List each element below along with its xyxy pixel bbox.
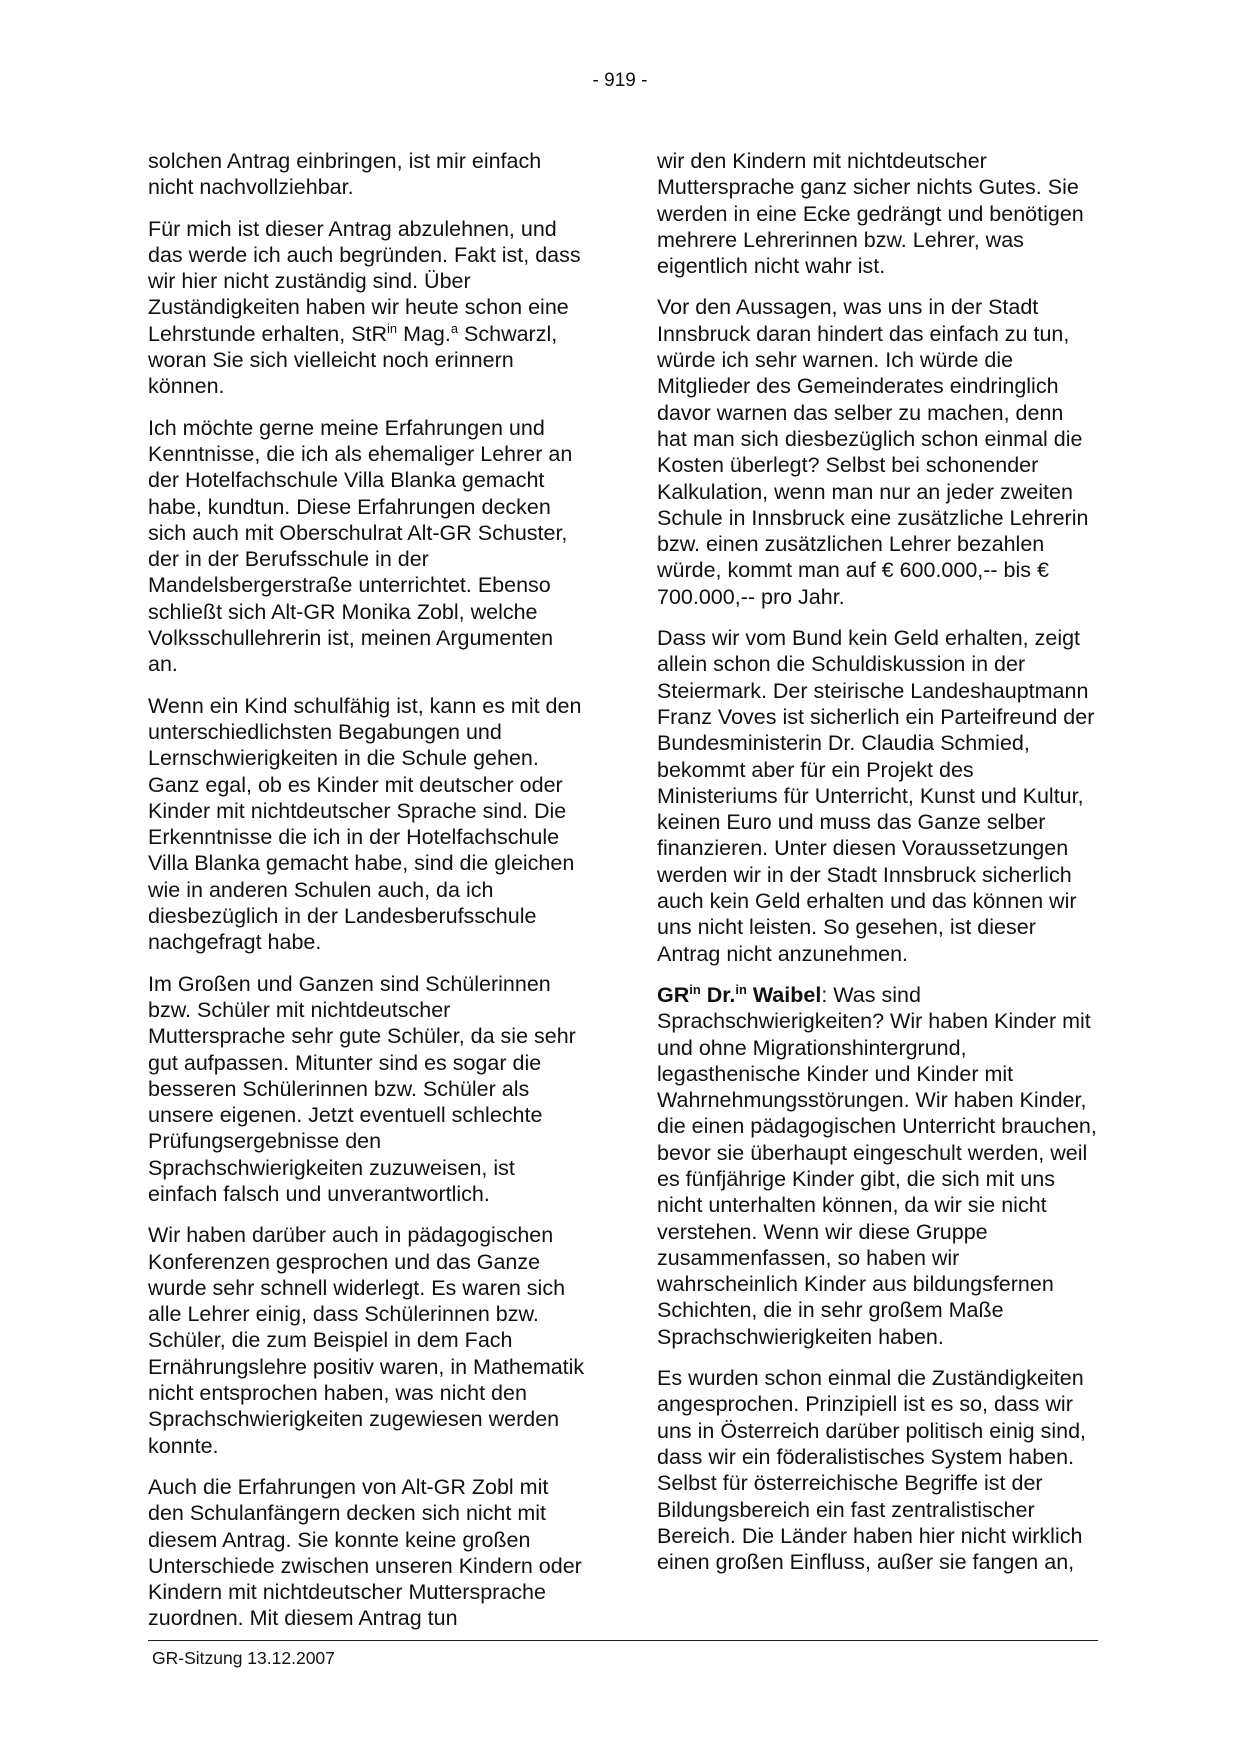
paragraph bbox=[148, 216, 588, 400]
paragraph-text: Schwarzl, woran Sie sich vielleicht noch erinnern können. bbox=[148, 321, 558, 399]
right-column bbox=[657, 148, 1097, 1590]
paragraph: Wir haben darüber auch in pädagogischen Konferenzen gesprochen und das Ganze wurde sehr schnell widerlegt. Es waren sich alle Lehrer einig, dass Schülerinnen bzw. Schüler, die zum Beispiel in dem Fach Ernährungslehre positiv waren, in Mathematik nicht entsprochen haben, was nicht den Sprachschwierigkeiten zugewiesen werden konnte. bbox=[148, 1223, 585, 1458]
superscript: a bbox=[450, 320, 459, 336]
speaker-name: $GR^{in}$ Dr.$^{in}$ Waibel bbox=[657, 981, 822, 1007]
footer-session-date: GR-Sitzung 13.12.2007 bbox=[152, 1648, 335, 1668]
paragraph: solchen Antrag einbringen, ist mir einfach nicht nachvollziehbar. bbox=[148, 149, 542, 200]
paragraph-text: Für mich ist dieser Antrag abzulehnen, und das werde ich auch begründen. Fakt ist, dass wir hier nicht zuständig sind. Über Zuständigkeiten haben wir heute schon eine Lehrstunde erhalten, StR bbox=[148, 216, 581, 346]
page-number: - 919 - bbox=[592, 70, 648, 91]
footer-divider bbox=[148, 1640, 1098, 1641]
superscript: in bbox=[387, 320, 398, 336]
paragraph: Es wurden schon einmal die Zuständigkeiten angesprochen. Prinzipiell ist es so, dass wir uns in Österreich darüber politisch einig sind, dass wir ein föderalistisches System haben. Selbst für österreichische Begriffe ist der Bildungsbereich ein fast zentralistischer Bereich. Die Länder haben hier nicht wirklich einen großen Einfluss, außer sie fangen an, bbox=[657, 1366, 1087, 1575]
paragraph: Im Großen und Ganzen sind Schülerinnen bzw. Schüler mit nichtdeutscher Muttersprache sehr gute Schüler, da sie sehr gut aufpassen. Mitunter sind es sogar die besseren Schülerinnen bzw. Schüler als unsere eigenen. Jetzt eventuell schlechte Prüfungsergebnisse den Sprachschwierigkeiten zuzuweisen, ist einfach falsch und unverantwortlich. bbox=[148, 971, 576, 1206]
paragraph: Ich möchte gerne meine Erfahrungen und Kenntnisse, die ich als ehemaliger Lehrer an der Hotelfachschule Villa Blanka gemacht habe, kundtun. Diese Erfahrungen decken sich auch mit Oberschulrat Alt-GR Schuster, der in der Berufsschule in der Mandelsbergerstraße unterrichtet. Ebenso schließt sich Alt-GR Monika Zobl, welche Volksschullehrerin ist, meinen Argumenten an. bbox=[148, 415, 573, 677]
paragraph bbox=[657, 982, 1097, 1350]
paragraph: Wenn ein Kind schulfähig ist, kann es mit den unterschiedlichsten Begabungen und Lernschwierigkeiten in die Schule gehen. Ganz egal, ob es Kinder mit deutscher oder Kinder mit nichtdeutscher Sprache sind. Die Erkenntnisse die ich in der Hotelfachschule Villa Blanka gemacht habe, sind die gleichen wie in anderen Schulen auch, da ich diesbezüglich in der Landesberufsschule nachgefragt habe. bbox=[148, 693, 582, 955]
paragraph: Vor den Aussagen, was uns in der Stadt Innsbruck daran hindert das einfach zu tun, würde ich sehr warnen. Ich würde die Mitglieder des Gemeinderates eindringlich davor warnen das selber zu machen, denn hat man sich diesbezüglich schon einmal die Kosten überlegt? Selbst bei schonender Kalkulation, wenn man nur an jeder zweiten Schule in Innsbruck eine zusätzliche Lehrerin bzw. einen zusätzlichen Lehrer bezahlen würde, kommt man auf € 600.000,-- bis € 700.000,-- pro Jahr. bbox=[657, 295, 1089, 609]
left-column bbox=[148, 148, 588, 1647]
paragraph: Auch die Erfahrungen von Alt-GR Zobl mit den Schulanfängern decken sich nicht mit diesem Antrag. Sie konnte keine großen Unterschiede zwischen unseren Kindern oder Kindern mit nichtdeutscher Muttersprache zuordnen. Mit diesem Antrag tun bbox=[148, 1474, 582, 1631]
paragraph: wir den Kindern mit nichtdeutscher Muttersprache ganz sicher nichts Gutes. Sie werden in eine Ecke gedrängt und benötigen mehrere Lehrerinnen bzw. Lehrer, was eigentlich nicht wahr ist. bbox=[657, 149, 1084, 279]
paragraph: Dass wir vom Bund kein Geld erhalten, zeigt allein schon die Schuldiskussion in der Steiermark. Der steirische Landeshauptmann Franz Voves ist sicherlich ein Parteifreund der Bundesministerin Dr. Claudia Schmied, bekommt aber für ein Projekt des Ministeriums für Unterricht, Kunst und Kultur, keinen Euro und muss das Ganze selber finanzieren. Unter diesen Voraussetzungen werden wir in der Stadt Innsbruck sicherlich auch kein Geld erhalten und das können wir uns nicht leisten. So gesehen, ist dieser Antrag nicht anzunehmen. bbox=[657, 626, 1095, 966]
paragraph-text: Was sind Sprachschwierigkeiten? Wir haben Kinder mit und ohne Migrationshintergrund, legasthenische Kinder und Kinder mit Wahrnehmungsstörungen. Wir haben Kinder, die einen pädagogischen Unterricht brauchen, bevor sie überhaupt eingeschult werden, weil es fünfjährige Kinder gibt, die sich mit uns nicht unterhalten können, da wir sie nicht verstehen. Wenn wir diese Gruppe zusammenfassen, so haben wir wahrscheinlich Kinder aus bildungsfernen Schichten, die in sehr großem Maße Sprachschwierigkeiten haben. bbox=[657, 982, 1097, 1349]
speaker-colon: : bbox=[821, 982, 828, 1007]
paragraph-text: Mag. bbox=[397, 321, 451, 346]
